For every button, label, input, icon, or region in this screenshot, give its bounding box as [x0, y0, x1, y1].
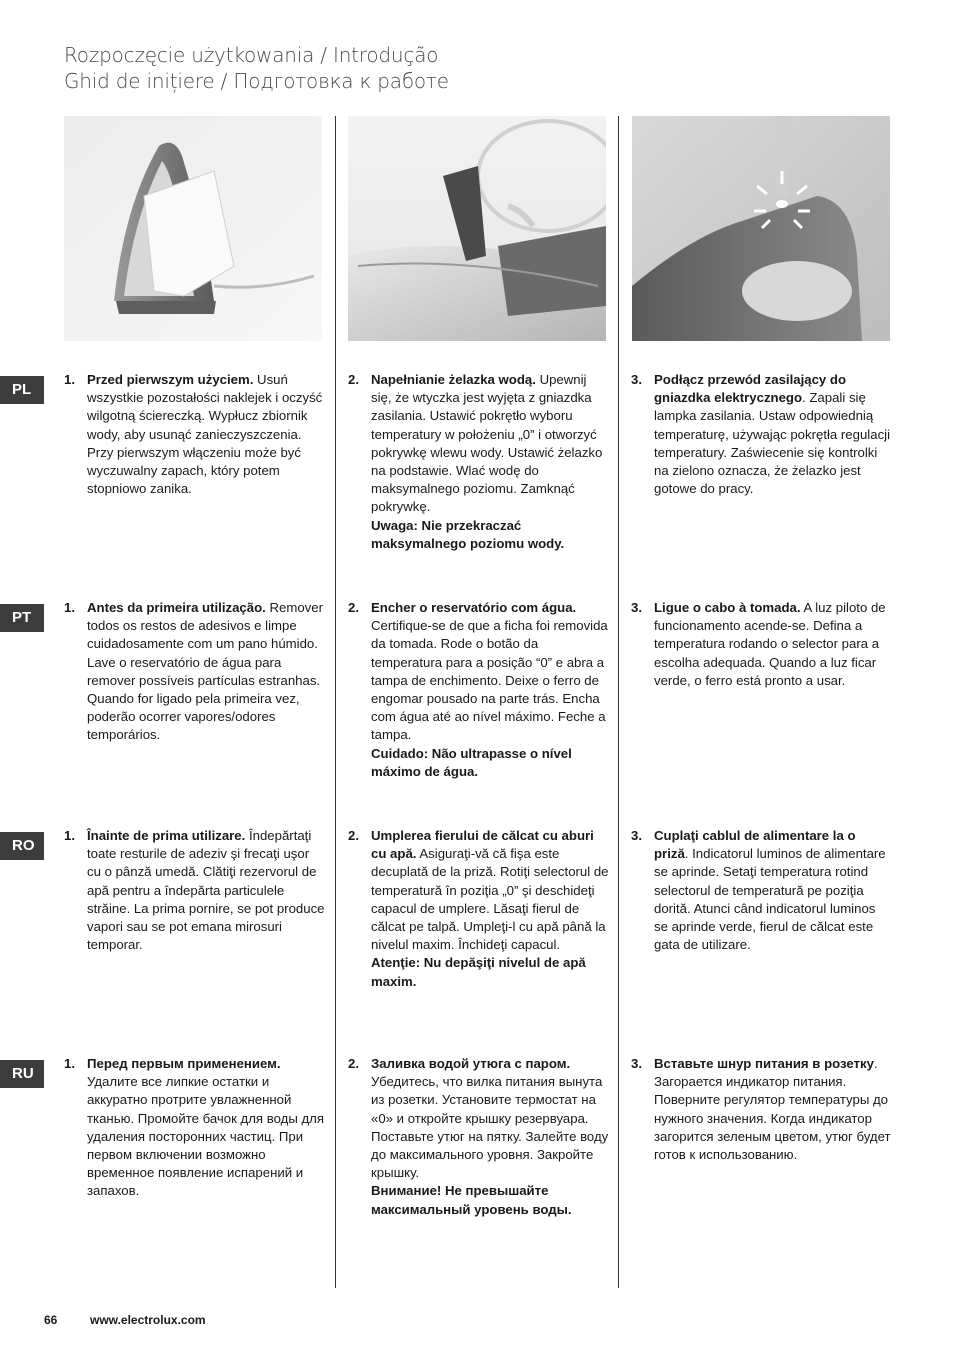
step-text: Удалите все липкие остатки и аккуратно протрите увлажненной тканью. Промойте бачок для воды для удаления посторонних частиц. При первом включении возможно временное появление испарений и запахов.: [87, 1074, 325, 1199]
step-text: Remover todos os restos de adesivos e limpe cuidadosamente com um pano húmido. Lave o reservatório de água para remover possíveis partículas estranhas. Quando for ligado pela primeira vez, poderão ocorrer vapores/odores temporários.: [87, 600, 323, 743]
step-title: Cuplaţi cablul de alimentare la o priză: [654, 828, 856, 862]
step-title: Перед первым применением.: [87, 1056, 281, 1071]
step-number: 1.: [64, 828, 75, 843]
page-header: [64, 42, 449, 94]
step-title: Ligue o cabo à tomada.: [654, 600, 801, 615]
step-number: 3.: [631, 828, 642, 843]
column-divider-2: [618, 116, 619, 1288]
step-title: Przed pierwszym użyciem.: [87, 372, 254, 387]
step-text: Usuń wszystkie pozostałości naklejek i oczyść wilgotną ściereczką. Wypłucz zbiornik wody, aby usunąć zanieczyszczenia. Przy pierwszym włączeniu może być wyczuwalny zapach, który potem stopniowo zanika.: [87, 372, 323, 497]
step-text: Certifique-se de que a ficha foi removida da tomada. Rode o botão da temperatura para a posição “0” e abra a tampa de enchimento. Deixe o ferro de engomar pousado na parte trás. Encha com água até ao nível máximo. Feche a tampa.: [371, 618, 608, 743]
language-tab-pt: PT: [0, 604, 44, 632]
step-text: Îndepărtaţi toate resturile de adeziv şi frecaţi uşor cu o pânză umedă. Clătiţi rezervorul de apă pentru a îndepărta particulele străine. La prima pornire, se pot produce vapori sau se pot emana mirosuri temporar.: [87, 828, 325, 953]
step-text: . Zapali się lampka zasilania. Ustaw odpowiednią temperaturę, używając pokrętła regulacji temperatury. Zaświecenie się kontrolki na zielono oznacza, że żelazko jest gotowe do pracy.: [654, 390, 891, 497]
step-text: Asiguraţi-vă că fişa este decuplată de la priză. Rotiţi selectorul de temperatură în poziţia „0” şi deschideţi capacul de umplere. Lăsaţi fierul de călcat pe talpă. Umpleţi-l cu apă până la nivelul maxim. Închideţi capacul.: [371, 846, 609, 953]
header-title-line-1: Rozpoczęcie użytkowania / Introdução: [64, 43, 439, 67]
page-number: 66: [44, 1313, 58, 1327]
step-title: Înainte de prima utilizare.: [87, 828, 246, 843]
step-number: 3.: [631, 1056, 642, 1071]
step-number: 2.: [348, 828, 359, 843]
iron-cleaning-cloth-photo: [64, 116, 322, 341]
header-title-line-2: Ghid de inițiere / Подготовка к работе: [64, 69, 449, 93]
step-text: . Загорается индикатор питания. Поверните регулятор температуры до нужного значения. Когда индикатор загорится зеленым цветом, утюг будет готов к использованию.: [654, 1056, 891, 1163]
step-title: Заливка водой утюга с паром.: [371, 1056, 571, 1071]
step-title: Encher o reservatório com água.: [371, 600, 577, 615]
step-number: 2.: [348, 1056, 359, 1071]
step-title: Napełnianie żelazka wodą.: [371, 372, 536, 387]
iron-filling-water-photo: [348, 116, 606, 341]
step-title: Вставьте шнур питания в розетку: [654, 1056, 874, 1071]
step-warning: Atenţie: Nu depăşiţi nivelul de apă maxim.: [371, 955, 586, 989]
step-warning: Uwaga: Nie przekraczać maksymalnego poziomu wody.: [371, 517, 565, 551]
language-tab-ro: RO: [0, 832, 44, 860]
step-title: Umplerea fierului de călcat cu aburi cu apă.: [371, 828, 594, 862]
step-text: A luz piloto de funcionamento acende-se. Defina a temperatura rodando o selector para a escolha adequada. Quando a luz ficar verde, o ferro está pronto a usar.: [654, 600, 886, 688]
iron-power-light-photo: [632, 116, 890, 341]
step-text: Upewnij się, że wtyczka jest wyjęta z gniazdka zasilania. Ustawić pokrętło wyboru temperatury w położeniu „0” i otworzyć pokrywkę wlewu wody. Ustawić żelazko na podstawie. Wlać wodę do maksymalnego poziomu. Zamknąć pokrywkę.: [371, 372, 603, 515]
step-number: 3.: [631, 600, 642, 615]
step-number: 1.: [64, 372, 75, 387]
step-number: 3.: [631, 372, 642, 387]
step-text: Убедитесь, что вилка питания вынута из розетки. Установите термостат на «0» и откройте крышку резервуара. Поставьте утюг на пятку. Залейте воду до максимального уровня. Закройте крышку.: [371, 1074, 609, 1181]
footer-url: www.electrolux.com: [90, 1313, 206, 1327]
column-divider-1: [335, 116, 336, 1288]
step-warning: Cuidado: Não ultrapasse o nível máximo de água.: [371, 745, 572, 779]
step-number: 1.: [64, 1056, 75, 1071]
step-warning: Внимание! Не превышайте максимальный уровень воды.: [371, 1183, 572, 1217]
step-text: . Indicatorul luminos de alimentare se aprinde. Setaţi temperatura rotind selectorul de temperatură pe poziţia dorită. Atunci când indicatorul luminos se aprinde verde, fierul de călcat este gata de utilizare.: [654, 846, 886, 953]
step-title: Antes da primeira utilização.: [87, 600, 266, 615]
step-number: 2.: [348, 372, 359, 387]
step-title: Podłącz przewód zasilający do gniazdka elektrycznego: [654, 372, 847, 406]
step-number: 1.: [64, 600, 75, 615]
language-tab-ru: RU: [0, 1060, 44, 1088]
language-tab-pl: PL: [0, 376, 44, 404]
step-number: 2.: [348, 600, 359, 615]
